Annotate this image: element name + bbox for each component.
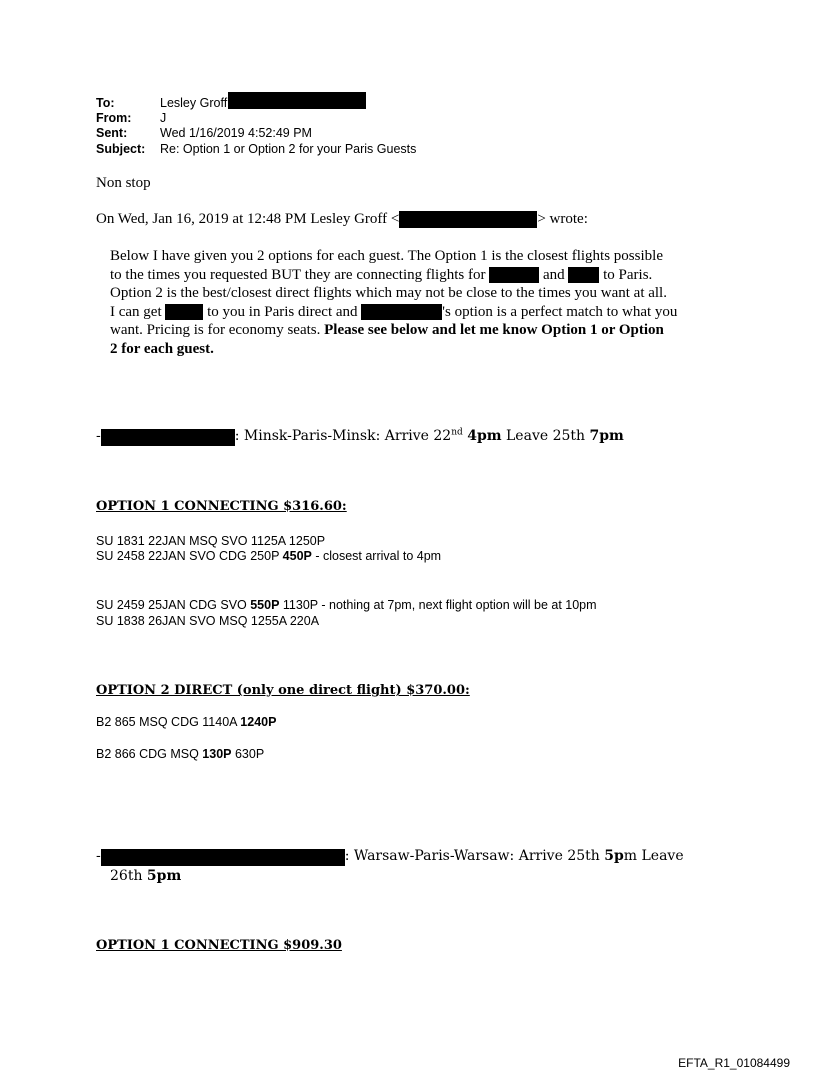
para-text: want. Pricing is for economy seats. [110, 322, 321, 338]
para-line-1: Below I have given you 2 options for each guest. The Option 1 is the closest flights possible [110, 248, 663, 264]
guest1-sup: nd [451, 427, 463, 438]
redaction-box [228, 92, 366, 109]
guest2-arrive-bold: 5p [604, 848, 624, 864]
flight-bold: 130P [202, 747, 232, 761]
guest2-line2 [110, 868, 181, 884]
flight-text: SU 1838 26JAN SVO MSQ 1255A 220A [96, 614, 320, 628]
para-line-6 [110, 340, 720, 359]
flight-row [96, 549, 441, 564]
redaction-box [361, 304, 442, 320]
guest1-leave-time: 7pm [589, 428, 624, 444]
guest1-option2-heading: OPTION 2 DIRECT (only one direct flight) $370.00: [96, 683, 470, 698]
para-line-4 [110, 303, 720, 322]
para-line-2 [110, 266, 720, 285]
guest1-leave-text: Leave 25th [501, 428, 590, 444]
redaction-box [568, 267, 599, 283]
from-value: J [160, 111, 167, 125]
flight-text: B2 865 MSQ CDG 1140A [96, 715, 241, 729]
guest1-arrive-time: 4pm [467, 428, 502, 444]
from-label: From: [96, 111, 132, 125]
flight-bold: 1240P [240, 715, 277, 729]
flight-text: 1130P - nothing at 7pm, next flight option will be at 10pm [279, 598, 597, 612]
flight-row [96, 614, 319, 629]
flight-text: - closest arrival to 4pm [311, 549, 442, 563]
flight-text: SU 2458 22JAN SVO CDG 250P [96, 549, 283, 563]
quote-intro [96, 211, 588, 228]
guest2-arrive-rest: m Leave [623, 848, 684, 864]
flight-text: SU 1831 22JAN MSQ SVO 1125A 1250P [96, 534, 326, 548]
para-text: I can get [110, 303, 162, 320]
flight-bold: 450P [282, 549, 312, 563]
flight-row [96, 715, 276, 730]
flight-row [96, 534, 325, 549]
redaction-box [101, 429, 235, 446]
quote-intro-prefix: On Wed, Jan 16, 2019 at 12:48 PM Lesley Groff < [96, 211, 400, 227]
para-bold-text: 2 for each guest. [110, 340, 214, 357]
guest2-dash: - [96, 848, 101, 864]
to-name: Lesley Groff [160, 96, 228, 110]
footer-doc-id: EFTA_R1_01084499 [678, 1056, 790, 1070]
guest2-option1-heading: OPTION 1 CONNECTING $909.30 [96, 938, 342, 953]
guest2-line2-bold: 5pm [146, 868, 182, 884]
guest1-route: : Minsk-Paris-Minsk: Arrive 22 [234, 428, 452, 444]
flight-bold: 550P [250, 598, 280, 612]
guest1-line [96, 428, 624, 446]
flight-row [96, 747, 264, 762]
para-text: to the times you requested BUT they are connecting flights for [110, 266, 486, 283]
para-text: to Paris. [603, 266, 653, 283]
redaction-box [489, 267, 539, 283]
quoted-paragraph [110, 247, 720, 358]
flight-text: B2 866 CDG MSQ [96, 747, 203, 761]
para-text: 's option is a perfect match to what you [442, 303, 678, 320]
guest2-line [96, 848, 684, 866]
redaction-box [399, 211, 537, 228]
flight-row [96, 598, 597, 613]
to-label: To: [96, 96, 115, 110]
guest2-route: : Warsaw-Paris-Warsaw: Arrive 25th [344, 848, 605, 864]
redaction-box [101, 849, 345, 866]
subject-label: Subject: [96, 142, 146, 156]
to-value [160, 96, 366, 110]
para-bold-text: Please see below and let me know Option 1 or Option [324, 322, 664, 338]
flight-text: 630P [231, 747, 265, 761]
quote-intro-suffix: > wrote: [537, 211, 588, 227]
para-line-3: Option 2 is the best/closest direct flights which may not be close to the times you want at all. [110, 285, 667, 301]
para-text: to you in Paris direct and [207, 303, 358, 320]
redaction-box [165, 304, 203, 320]
para-line-5 [110, 321, 720, 340]
sent-value: Wed 1/16/2019 4:52:49 PM [160, 126, 312, 140]
guest2-line2-text: 26th [110, 868, 147, 884]
guest1-dash: - [96, 428, 101, 444]
flight-text: SU 2459 25JAN CDG SVO [96, 598, 251, 612]
para-text: and [542, 266, 565, 283]
subject-value: Re: Option 1 or Option 2 for your Paris Guests [160, 142, 417, 156]
guest1-option1-heading: OPTION 1 CONNECTING $316.60: [96, 499, 347, 514]
sent-label: Sent: [96, 126, 128, 140]
reply-text: Non stop [96, 175, 151, 191]
